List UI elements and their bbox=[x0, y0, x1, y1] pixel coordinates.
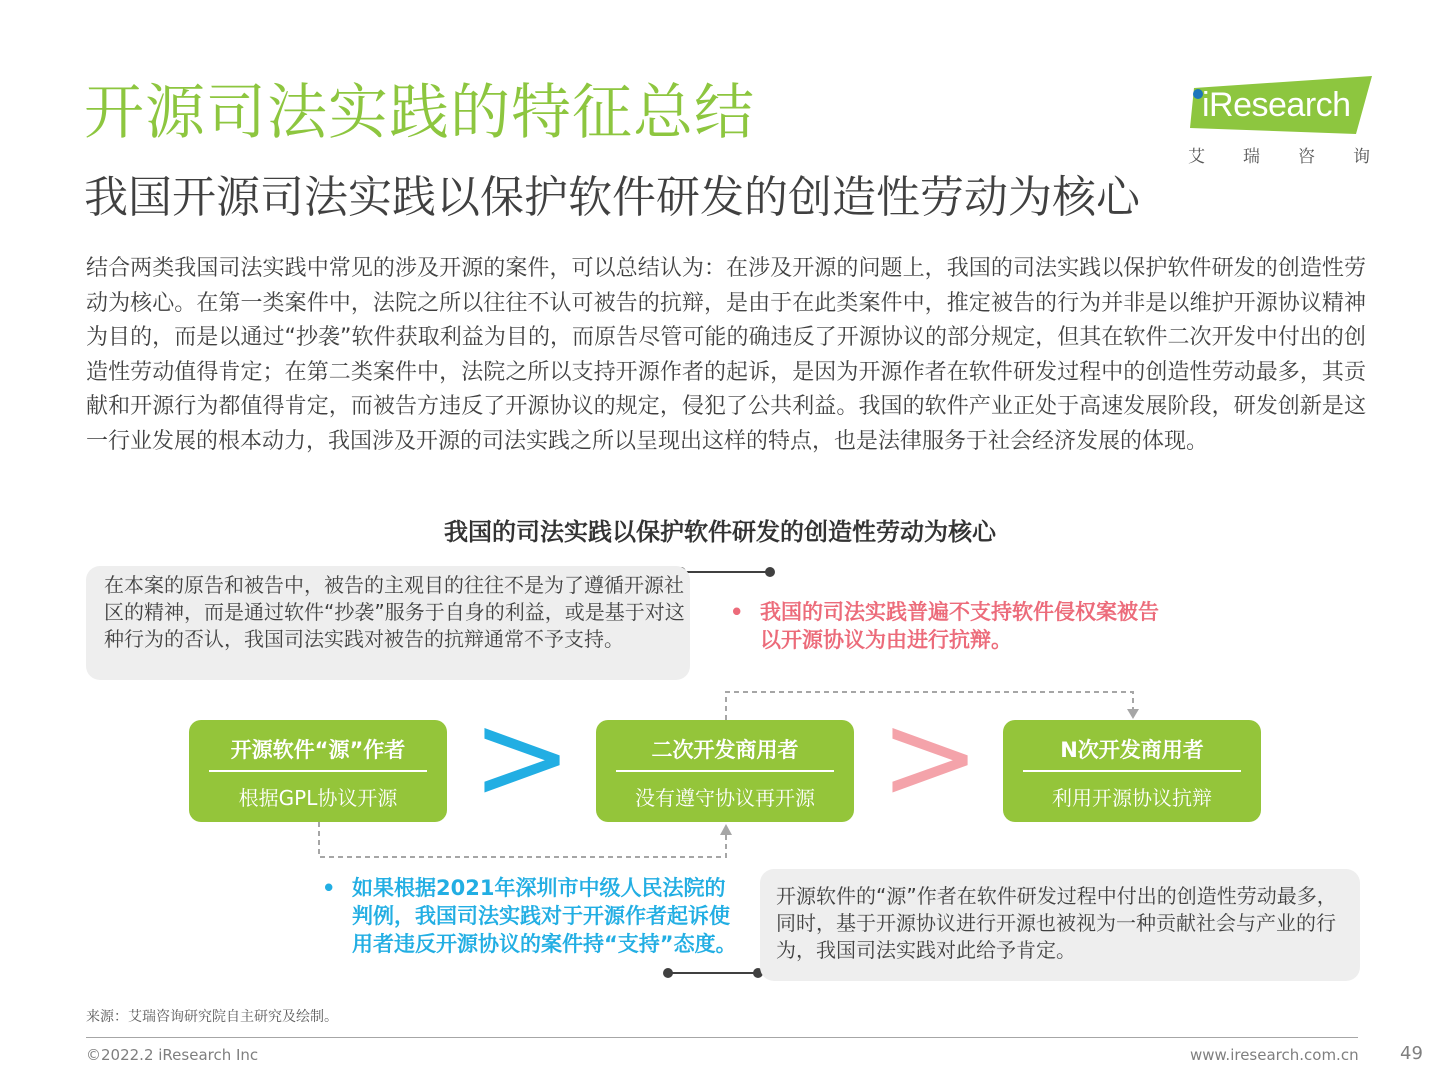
logo-char: 询 bbox=[1353, 147, 1370, 167]
bullet-dot: • bbox=[730, 600, 744, 624]
top-note-box bbox=[86, 566, 690, 680]
connector-top-note bbox=[676, 567, 775, 577]
copyright-text: ©2022.2 iResearch Inc bbox=[86, 1046, 259, 1064]
greater-than-arrow-pink: > bbox=[879, 688, 981, 827]
footer-divider bbox=[86, 1037, 1358, 1038]
website-link[interactable]: www.iresearch.com.cn bbox=[1190, 1046, 1359, 1064]
node-divider bbox=[616, 770, 834, 772]
blue-highlight-text: 如果根据2021年深圳市中级人民法院的判例，我国司法实践对于开源作者起诉使用者违反开源协议的案件持“支持”态度。 bbox=[352, 876, 737, 956]
logo-char: 咨 bbox=[1298, 147, 1315, 167]
connector-bottom-note bbox=[663, 968, 763, 978]
pink-highlight-bullet bbox=[730, 598, 1160, 654]
node-title: N次开发商用者 bbox=[1060, 738, 1204, 762]
page-title: 开源司法实践的特征总结 bbox=[84, 78, 755, 148]
bullet-dot: • bbox=[322, 876, 336, 900]
top-note-text: 在本案的原告和被告中，被告的主观目的往往不是为了遵循开源社区的精神，而是通过软件“抄袭”服务于自身的利益，或是基于对这种行为的否认，我国司法实践对被告的抗辩通常不予支持。 bbox=[104, 573, 685, 651]
node-original-author bbox=[189, 720, 447, 822]
bottom-note-box bbox=[760, 869, 1360, 981]
greater-than-arrow-blue: > bbox=[471, 688, 573, 827]
logo-char: 艾 bbox=[1188, 147, 1205, 167]
node-secondary-developer bbox=[596, 720, 854, 822]
node-title: 开源软件“源”作者 bbox=[230, 738, 406, 762]
node-desc: 利用开源协议抗辩 bbox=[1052, 786, 1212, 810]
page-subtitle: 我国开源司法实践以保护软件研发的创造性劳动为核心 bbox=[84, 172, 1140, 223]
dashed-arrow-node1-to-node2 bbox=[319, 822, 732, 857]
source-note: 来源：艾瑞咨询研究院自主研究及绘制。 bbox=[86, 1009, 338, 1025]
bottom-note-text: 开源软件的“源”作者在软件研发过程中付出的创造性劳动最多，同时，基于开源协议进行开源也被视为一种贡献社会与产业的行为，我国司法实践对此给予肯定。 bbox=[776, 884, 1337, 962]
node-desc: 根据GPL协议开源 bbox=[238, 786, 398, 810]
pink-highlight-text: 我国的司法实践普遍不支持软件侵权案被告以开源协议为由进行抗辩。 bbox=[760, 600, 1159, 652]
logo-char: 瑞 bbox=[1243, 147, 1260, 167]
node-divider bbox=[209, 770, 427, 772]
page-number: 49 bbox=[1400, 1043, 1423, 1064]
diagram-title: 我国的司法实践以保护软件研发的创造性劳动为核心 bbox=[444, 518, 996, 546]
intro-paragraph: 结合两类我国司法实践中常见的涉及开源的案件，可以总结认为：在涉及开源的问题上，我国的司法实践以保护软件研发的创造性劳动为核心。在第一类案件中，法院之所以往往不认可被告的抗辩，是由于在此类案件中，推定被告的行为并非是以维护开源协议精神为目的，而是以通过“抄袭”软件获取利益为目的，而原告尽管可能的确违反了开源协议的部分规定，但其在软件二次开发中付出的创造性劳动值得肯定；在第二类案件中，法院之所以支持开源作者的起诉，是因为开源作者在软件研发过程中的创造性劳动最多，其贡献和开源行为都值得肯定，而被告方违反了开源协议的规定，侵犯了公共利益。我国的软件产业正处于高速发展阶段，研发创新是这一行业发展的根本动力，我国涉及开源的司法实践之所以呈现出这样的特点，也是法律服务于社会经济发展的体现。 bbox=[86, 256, 1366, 454]
node-nth-developer bbox=[1003, 720, 1261, 822]
node-divider bbox=[1023, 770, 1241, 772]
logo-wordmark: iResearch bbox=[1202, 86, 1351, 124]
blue-highlight-bullet bbox=[322, 874, 742, 958]
node-title: 二次开发商用者 bbox=[651, 738, 799, 762]
node-desc: 没有遵守协议再开源 bbox=[635, 786, 815, 810]
